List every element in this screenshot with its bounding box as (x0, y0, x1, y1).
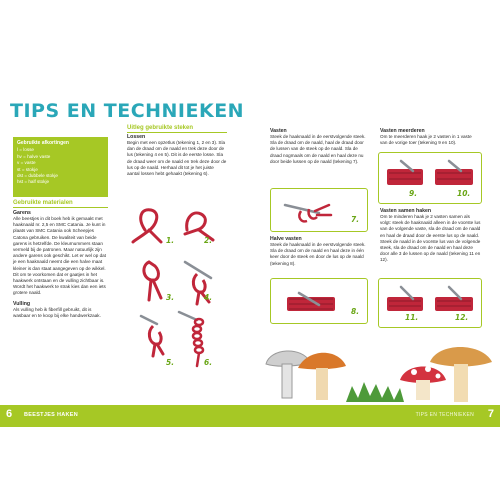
drawing-8-panel (270, 278, 368, 324)
samen-section (380, 208, 482, 264)
abbreviation-item: hst = half stokje (17, 179, 50, 185)
drawing-number: 9. (409, 189, 418, 198)
halve-vasten-heading: Halve vasten (270, 236, 302, 242)
drawing-number: 12. (455, 313, 469, 322)
losse-drawings (127, 200, 227, 375)
drawing-5 (141, 316, 163, 356)
drawing-3 (144, 262, 161, 300)
page-title: TIPS EN TECHNIEKEN (10, 100, 245, 122)
drawing-number: 6. (204, 358, 213, 367)
red-mushroom-icon (400, 366, 446, 400)
losse-text: Begin met een opzetlus (tekening 1, 2 en 3). Sla dan de draad om de naald en trek deze door de lus (tekening 4 en 5). Dit is de eerste losse. Sla de draad weer om de naald en trek deze door de lus op de naald. Herhaal dit tot je het juiste aantal lossen hebt gehaakt (tekening 6). (127, 140, 227, 177)
drawing-number: 7. (351, 215, 360, 224)
drawing-8 (271, 279, 367, 323)
meerderen-heading: Vasten meerderen (380, 128, 425, 134)
drawing-number: 1. (166, 236, 175, 245)
drawing-number: 8. (351, 307, 360, 316)
drawing-number: 2. (204, 236, 213, 245)
drawing-number: 4. (204, 293, 213, 302)
abbreviation-item: dst = dubbele stokje (17, 173, 58, 179)
filling-text: Als vulling heb ik fiberfill gebruikt, dit is wasbaar en te koop bij elke handwerkzaak. (13, 306, 101, 318)
drawing-7-panel (270, 188, 368, 232)
vasten-heading: Vasten (270, 128, 287, 134)
samen-heading: Vasten samen haken (380, 208, 432, 214)
right-running-title: TIPS EN TECHNIEKEN (415, 412, 474, 418)
abbreviations-box (13, 137, 108, 197)
abbreviations-heading: Gebruikte afkortingen (17, 140, 69, 146)
right-page-number: 7 (487, 408, 494, 420)
drawing-number: 10. (457, 189, 471, 198)
drawing-9-10-panel (378, 152, 482, 204)
yarn-heading: Garens (13, 210, 31, 216)
drawing-1 (133, 210, 161, 242)
drawing-number: 3. (166, 293, 175, 302)
drawing-7 (271, 189, 367, 231)
left-running-title: BEESTJES HAKEN (24, 412, 79, 418)
grass-icon (346, 382, 404, 402)
samen-text: Om te minderen haak je 2 vasten samen als volgt: steek de haaknaald alleen in de voorste lus van de volgende vaste, sla de draad om de naald en haal de draad door de eerste lus op de naald. Steek de naald in de voorste lus van de volgende steek, sla de draad om de naald en haal deze door alle 3 de lussen op de naald (tekening 11 en 12). (380, 214, 481, 263)
meerderen-text: Om te meerderen haak je 2 vasten in 1 vaste van de vorige toer (tekening 9 en 10). (380, 134, 472, 146)
halve-vasten-section (270, 236, 370, 267)
mushroom-illustration (262, 340, 500, 408)
abbreviation-item: hv = halve vaste (17, 153, 51, 159)
drawing-6 (179, 312, 203, 366)
stitches-heading: Uitleg gebruikte steken (127, 125, 194, 131)
page-footer (0, 405, 500, 427)
vasten-text: Steek de haaknaald in de eerstvolgende steek. Sla de draad om de naald, haal de draad door de lussen van de steek op de naald. Sla de draad nogmaals om de naald en haal deze nu door beide lussen op de naald (tekening 7). (270, 134, 366, 164)
stitches-rule (127, 132, 227, 133)
grey-mushroom-icon (266, 351, 310, 398)
vasten-section (270, 128, 370, 165)
materials-rule (13, 207, 108, 208)
abbreviation-item: st = stokje (17, 166, 38, 172)
materials-section (13, 200, 108, 319)
meerderen-section (380, 128, 480, 146)
orange-mushroom-icon (298, 353, 346, 400)
drawing-number: 11. (405, 313, 419, 322)
drawing-number: 5. (166, 358, 175, 367)
stitches-section (127, 125, 227, 177)
halve-vasten-text: Steek de haaknaald in de eerstvolgende steek. Sla de draad om de naald en haal deze in één keer door de steek en door de lus op de naald (tekening 8). (270, 242, 366, 266)
left-page-number: 6 (6, 408, 13, 420)
drawing-11-12-panel (378, 278, 482, 328)
materials-heading: Gebruikte materialen (13, 200, 73, 206)
losse-heading: Lossen (127, 134, 146, 140)
filling-heading: Vulling (13, 300, 31, 307)
yarn-text: Alle beestjes in dit boek heb ik gemaakt met haaknaald nr. 2,5 en SMC Catania. Je kunt in plaats van SMC Catania ook Scheepjes Catona gebruiken. De kwaliteit van beide garens is hetzelfde. De kleurnummers staan vermeld bij de patronen. Maar natuurlijk zijn andere garens ook geschikt. Let er wel op dat je een haaknaald neemt die een halve maat kleiner is dan staat aangegeven op de wikkel. Dit om te voorkomen dat er gaatjes in het haakwerk ontstaan en de vulling zichtbaar is. Wordt het haakwerk te strak kies dan een iets grotere naald. (13, 216, 106, 296)
abbreviation-item: l = losse (17, 147, 34, 153)
abbreviation-item: v = vaste (17, 160, 36, 166)
